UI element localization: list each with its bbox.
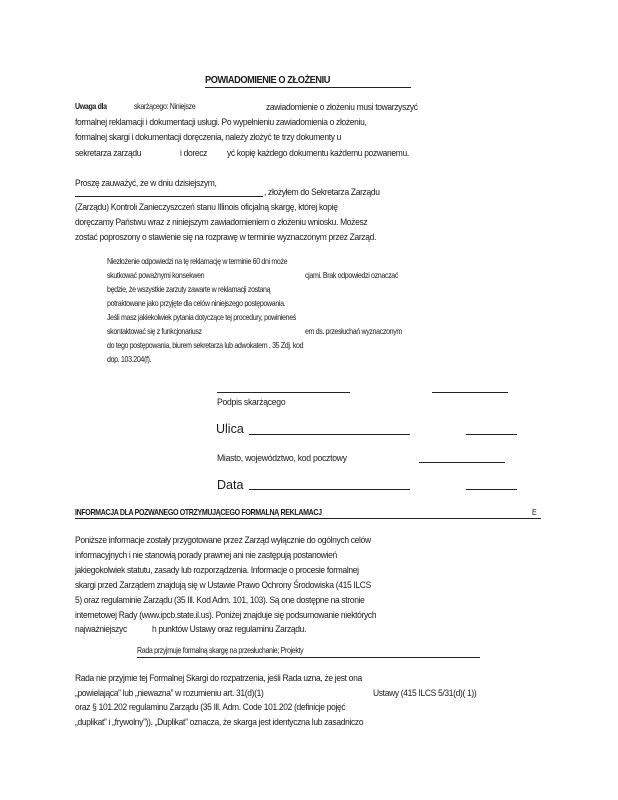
warning-line-7: do tego postępowania, biurem sekretarza lub adwokatem . 35 Zdj. kod: [107, 341, 304, 350]
city-field-line[interactable]: [419, 462, 505, 463]
notice-line-4: doręczamy Państwu wraz z niniejszym zawiadomieniem o złożeniu wniosku. Możesz: [75, 216, 368, 227]
intro-line-1c: zawiadomienie o złożeniu musi towarzyszyć: [266, 101, 418, 112]
street-label: Ulica: [216, 422, 244, 436]
consider-line-2b: Ustawy (415 ILCS 5/31(d)( 1)): [373, 687, 477, 698]
warning-line-2a: skutkować poważnymi konsekwen: [107, 271, 205, 280]
info-line-3: jakiegokolwiek statutu, zasady lub rozporządzenia. Informacje o procesie formalnej: [75, 564, 359, 575]
info-line-4: skargi przed Zarządem znajdują się w Ustawie Prawo Ochrony Środowiska (415 ILCS: [75, 579, 371, 590]
consider-line-4: „duplikat” i „frywolny”)). „Duplikat” oznacza, że skarga jest identyczna lub zasadniczo: [75, 716, 364, 727]
intro-line-1b: skarżącego: Niniejsze: [134, 102, 196, 111]
info-line-6: internetowej Rady (www.ipcb.state.il.us). Poniżej znajduje się podsumowanie niektórych: [75, 609, 377, 620]
warning-line-4: potraktowane jako przyjęte dla celów niniejszego postępowania.: [107, 299, 286, 308]
city-label: Miasto, województwo, kod pocztowy: [217, 453, 347, 464]
date-label: Data: [217, 478, 244, 492]
info-line-5: 5) oraz regulaminie Zarządu (35 Ill. Kod Adm. 101, 103). Są one dostępne na stronie: [75, 594, 365, 605]
info-heading-end: E: [532, 508, 537, 517]
warning-line-6a: skontaktować się z funkcjonariusz: [107, 327, 202, 336]
intro-line-4c: yć kopię każdego dokumentu każdemu pozwanemu.: [227, 147, 409, 158]
intro-attention-label: Uwaga dla: [75, 102, 107, 111]
info-line-7a: najważniejszyc: [75, 623, 127, 634]
signature-line[interactable]: [217, 392, 350, 393]
info-line-1: Poniższe informacje zostały przygotowane przez Zarząd wyłącznie do ogólnych celów: [75, 534, 371, 545]
warning-line-6b: em ds. przesłuchań wyznaczonym: [305, 327, 402, 336]
filing-date-line[interactable]: [75, 196, 263, 197]
intro-line-3: formalnej skargi i dokumentacji doręczenia, należy złożyć te trzy dokumenty u: [75, 131, 342, 142]
info-heading: INFORMACJA DLA POZWANEGO OTRZYMUJĄCEGO FORMALNĄ REKLAMACJ: [75, 508, 322, 517]
street-field-line-right[interactable]: [466, 434, 517, 435]
signature-line-right[interactable]: [432, 392, 508, 393]
date-field-line-right[interactable]: [466, 489, 517, 490]
intro-line-2: formalnej reklamacji i dokumentacji usługi. Po wypełnieniu zawiadomienia o złożeniu,: [75, 116, 367, 127]
consider-line-2a: „powielająca” lub „niewazna” w rozumieniu art. 31(d)(1): [75, 687, 264, 698]
consider-line-3: oraz § 101.202 regulaminu Zarządu (35 Ill. Adm. Code 101.202 (definicje pojęć: [75, 701, 346, 712]
consider-heading-underline: [137, 657, 480, 658]
consider-line-1: Rada nie przyjmie tej Formalnej Skargi do rozpatrzenia, jeśli Rada uzna, że jest ona: [75, 672, 362, 683]
signature-label: Podpis skarżącego: [217, 397, 286, 408]
notice-line-3: (Zarządu) Kontroli Zanieczyszczeń stanu Illinois oficjalną skargę, której kopię: [75, 201, 338, 212]
notice-line-5: zostać poproszony o stawienie się na rozprawę w terminie wyznaczonym przez Zarząd.: [75, 231, 377, 242]
title-underline: [205, 87, 411, 88]
street-field-line[interactable]: [249, 434, 410, 435]
date-field-line[interactable]: [249, 489, 410, 490]
intro-line-4b: i dorecz: [180, 147, 208, 158]
warning-line-8: dop. 103.204(f).: [107, 355, 152, 364]
consider-heading: Rada przyjmuje formalną skargę na przesłuchanie; Projekty: [137, 646, 304, 655]
notice-line-1: Proszę zauważyć, że w dniu dzisiejszym,: [75, 177, 217, 188]
intro-line-4a: sekretarza zarządu: [75, 147, 142, 158]
warning-line-1: Niezłożenie odpowiedzi na tę reklamację w terminie 60 dni może: [107, 257, 288, 266]
info-heading-underline: [75, 518, 541, 519]
info-line-7b: h punktów Ustawy oraz regulaminu Zarządu.: [152, 623, 307, 634]
info-line-2: informacyjnych i nie stanowią porady prawnej ani nie zastępują postanowień: [75, 549, 337, 560]
page-title: POWIADOMIENIE O ZŁOŻENIU: [205, 74, 330, 86]
warning-line-5: Jeśli masz jakiekolwiek pytania dotyczące tej procedury, powinieneś: [107, 313, 296, 322]
warning-line-2b: cjami. Brak odpowiedzi oznaczać: [305, 271, 399, 280]
notice-line-2: , złożyłem do Sekretarza Zarządu: [264, 186, 380, 197]
warning-line-3: będzie, że wszystkie zarzuty zawarte w reklamacji zostaną: [107, 285, 271, 294]
